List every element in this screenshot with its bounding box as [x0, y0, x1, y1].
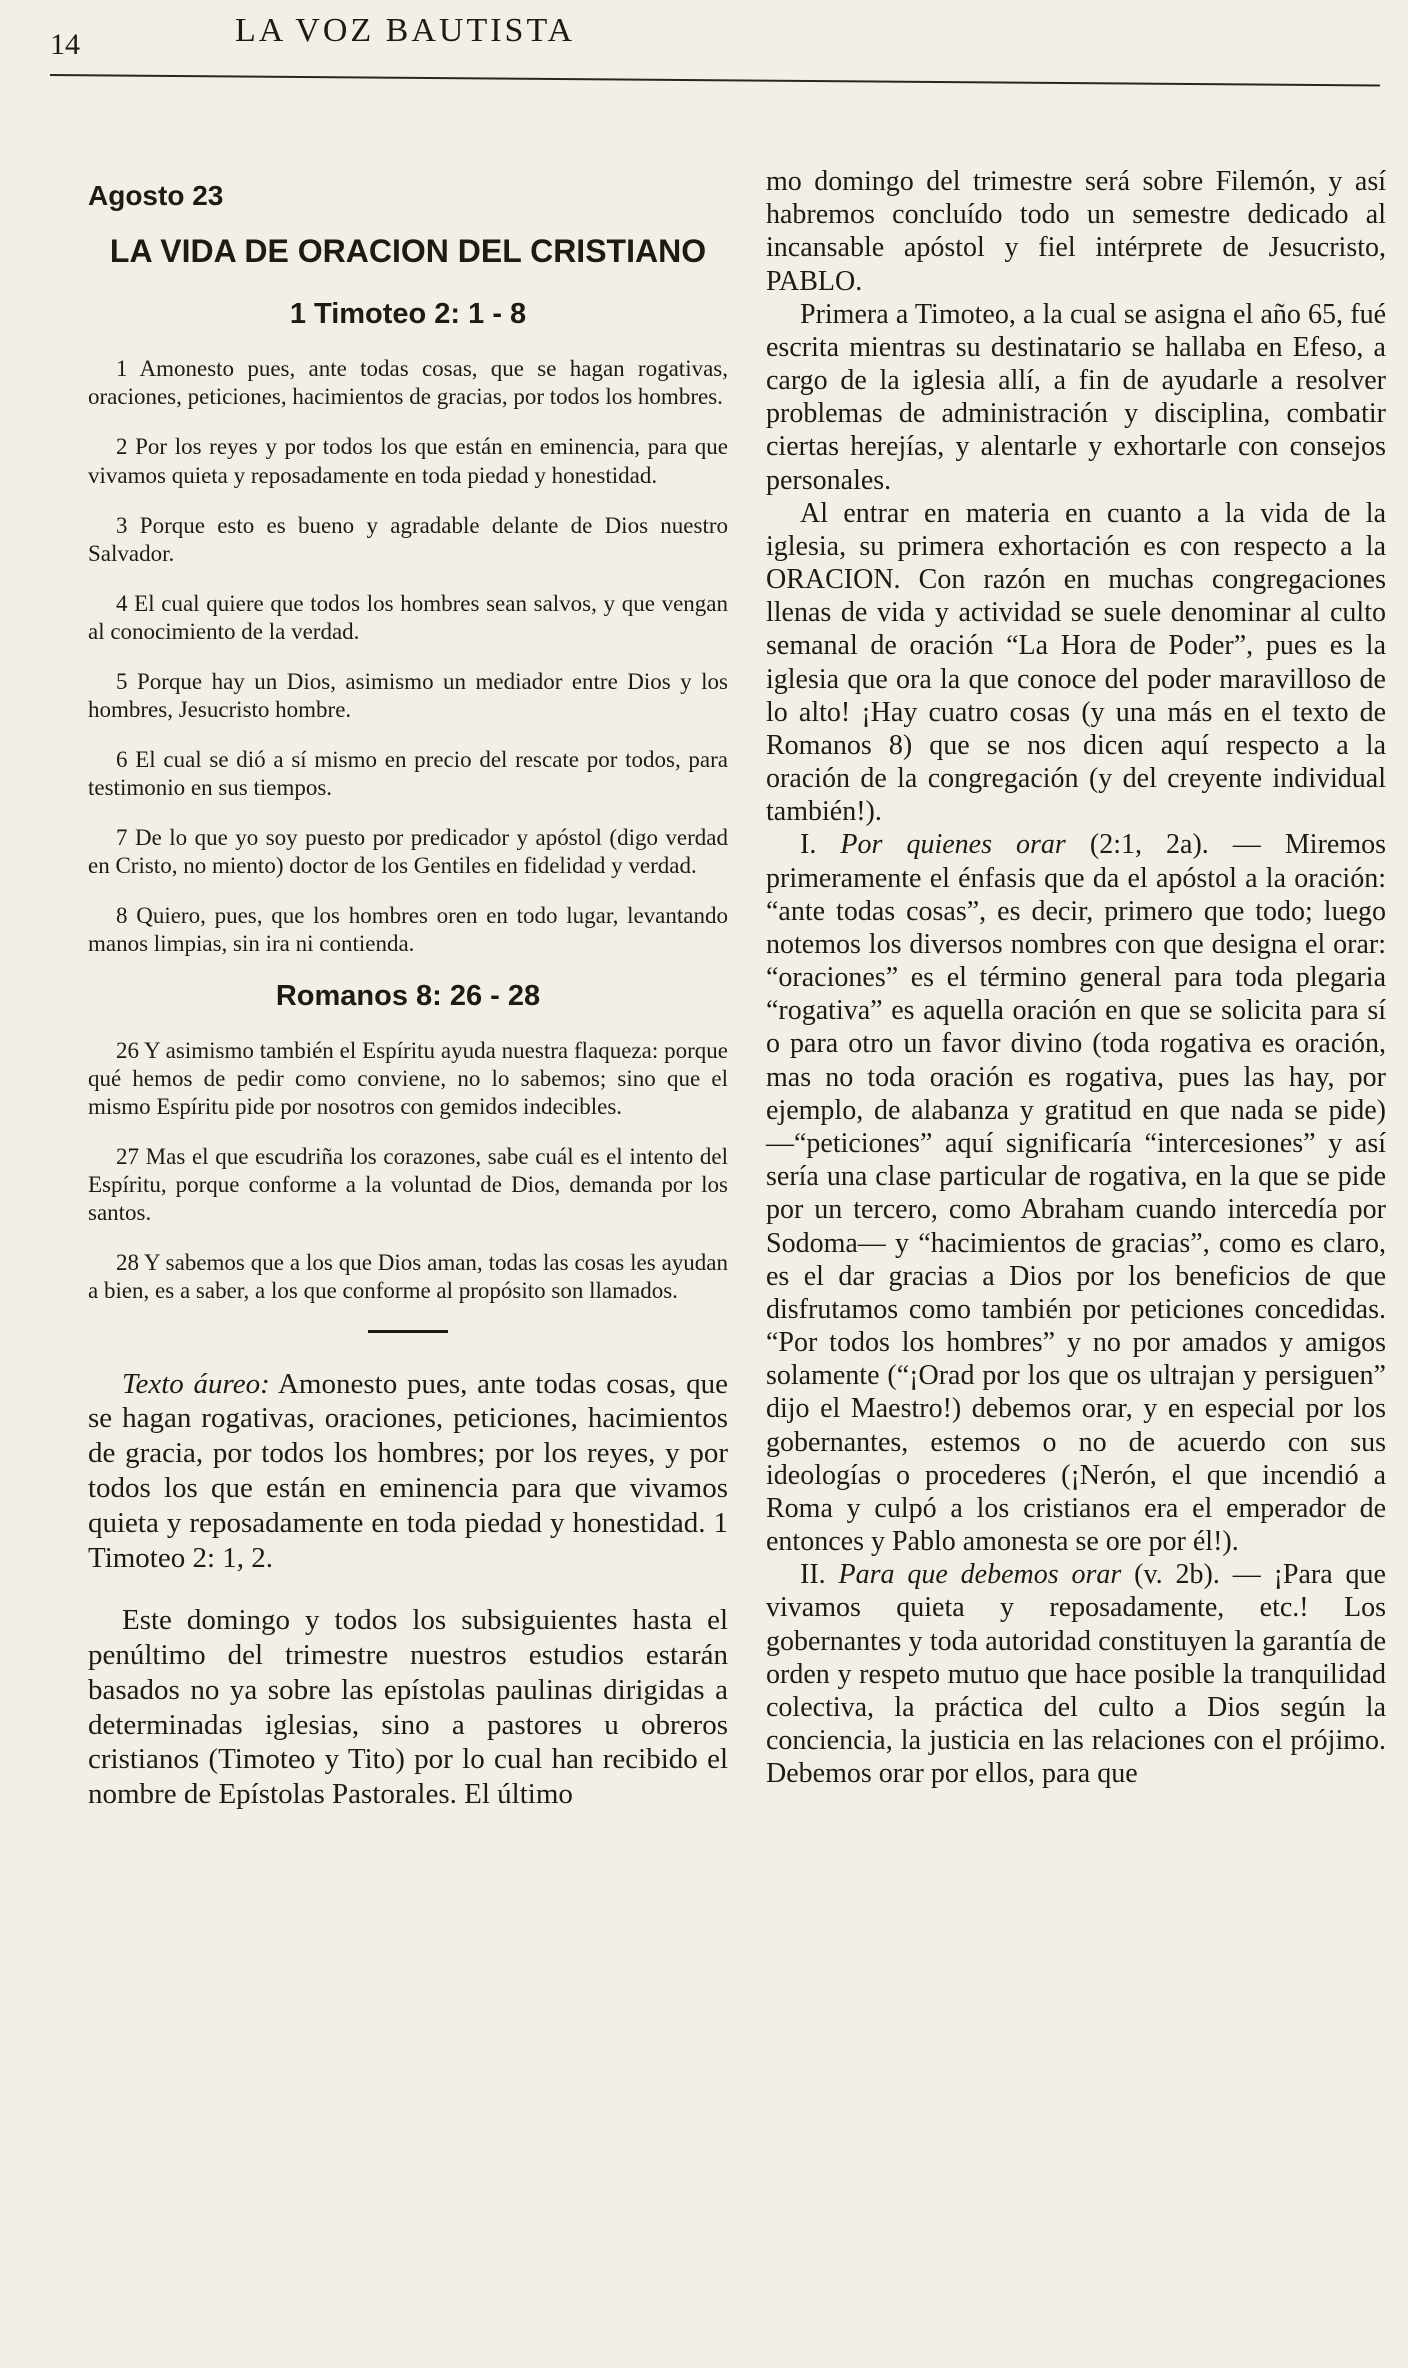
- golden-text: [88, 1367, 728, 1576]
- section-divider: [368, 1330, 448, 1333]
- left-column: [88, 150, 728, 1840]
- golden-text-body: Amonesto pues, ante todas cosas, que se hagan rogativas, oraciones, peticiones, hacimientos de gracia, por todos los hombres; por los reyes, y por todos los que están en eminencia para que vivamos quieta y reposadamente en toda piedad y honestidad. 1 Timoteo 2: 1, 2.: [88, 1367, 728, 1574]
- header-rule: [50, 74, 1380, 86]
- intro-paragraph: Este domingo y todos los subsiguientes hasta el penúltimo del trimestre nuestros estudios estarán basados no ya sobre las epístolas paulinas dirigidas a determinadas iglesias, sino a pastores u obreros cristianos (Timoteo y Tito) por lo cual han recibido el nombre de Epístolas Pastorales. El último: [88, 1604, 728, 1811]
- section-body: (v. 2b). — ¡Para que vivamos quieta y reposadamente, etc.! Los gobernantes y toda autoridad constituyen la garantía de orden y respeto mutuo que hace posible la tranquilidad colectiva, la práctica del culto a Dios según la conciencia, la justicia en las relaciones con el prójimo. Debemos orar por ellos, para que: [766, 1559, 1386, 1790]
- page-header: [0, 0, 1408, 110]
- verse: 8 Quiero, pues, que los hombres oren en todo lugar, levantando manos limpias, sin ira ni contienda.: [88, 903, 728, 957]
- lesson-title: LA VIDA DE ORACION DEL CRISTIANO: [109, 233, 707, 269]
- paragraph: Al entrar en materia en cuanto a la vida de la iglesia, su primera exhortación es con respecto a la ORACION. Con razón en muchas congregaciones llenas de vida y actividad se suele denominar al culto semanal de oración “La Hora de Poder”, pues es la iglesia que ora la que conoce del poder maravilloso de lo alto! ¡Hay cuatro cosas (y una más en el texto de Romanos 8) que se nos dicen aquí respecto a la oración de la congregación (y del creyente individual también!).: [766, 497, 1386, 828]
- verse: 6 El cual se dió a sí mismo en precio del rescate por todos, para testimonio en sus tiempos.: [88, 746, 728, 800]
- verse: 26 Y asimismo también el Espíritu ayuda nuestra flaqueza: porque qué hemos de pedir como conviene, no lo sabemos; sino que el mismo Espíritu pide por nosotros con gemidos indecibles.: [88, 1038, 728, 1120]
- paragraph: mo domingo del trimestre será sobre Filemón, y así habremos concluído todo un semestre dedicado al incansable apóstol y fiel intérprete de Jesucristo, PABLO.: [766, 166, 1386, 297]
- section-heading: Por quienes orar: [840, 829, 1066, 861]
- page-number: 14: [50, 28, 80, 61]
- section-paragraph: [766, 828, 1386, 1558]
- verse: 7 De lo que yo soy puesto por predicador y apóstol (digo verdad en Cristo, no miento) doctor de los Gentiles en fidelidad y verdad.: [88, 824, 728, 878]
- verse: 27 Mas el que escudriña los corazones, sabe cuál es el intento del Espíritu, porque conforme a la voluntad de Dios, demanda por los santos.: [88, 1144, 728, 1226]
- verse: 4 El cual quiere que todos los hombres sean salvos, y que vengan al conocimiento de la verdad.: [88, 590, 728, 644]
- paragraph: Primera a Timoteo, a la cual se asigna el año 65, fué escrita mientras su destinatario se hallaba en Efeso, a cargo de la iglesia allí, a fin de ayudarle a resolver problemas de administración y disciplina, combatir ciertas herejías, y alentarle y exhortarle con consejos personales.: [766, 298, 1386, 496]
- verse: 3 Porque esto es bueno y agradable delante de Dios nuestro Salvador.: [88, 512, 728, 566]
- verse: 1 Amonesto pues, ante todas cosas, que se hagan rogativas, oraciones, peticiones, hacimientos de gracias, por todos los hombres.: [88, 356, 728, 410]
- section-numeral: II.: [800, 1559, 839, 1591]
- section-heading: Para que debemos orar: [838, 1559, 1122, 1591]
- verse: 2 Por los reyes y por todos los que están en eminencia, para que vivamos quieta y reposadamente en toda piedad y honestidad.: [88, 434, 728, 488]
- verse: 5 Porque hay un Dios, asimismo un mediador entre Dios y los hombres, Jesucristo hombre.: [88, 668, 728, 722]
- scripture-reference: Romanos 8: 26 - 28: [275, 980, 541, 1013]
- right-column: [766, 165, 1386, 1790]
- golden-text-label: Texto áureo:: [122, 1367, 270, 1400]
- lesson-date: Agosto 23: [88, 180, 224, 211]
- verse: 28 Y sabemos que a los que Dios aman, todas las cosas les ayudan a bien, es a saber, a los que conforme al propósito son llamados.: [88, 1250, 728, 1304]
- section-body: (2:1, 2a). — Miremos primeramente el énfasis que da el apóstol a la oración: “ante todas cosas”, es decir, primero que todo; luego notemos los diversos nombres con que designa el orar: “oraciones” es el término general para toda plegaria “rogativa” es aquella oración en que se solicita para sí o para otro un favor divino (toda rogativa es oración, mas no toda oración es rogativa, pues las hay, por ejemplo, de alabanza y gratitud en que nada se pide) —“peticiones” aquí significaría “intercesiones” y así sería una clase particular de rogativa, en la que se pide por un tercero, como Abraham cuando intercedía por Sodoma— y “hacimientos de gracias”, como es claro, es el dar gracias a Dios por los beneficios de que disfrutamos como también por peticiones concedidas. “Por todos los hombres” y no por amados y amigos solamente (“¡Orad por los que os ultrajan y persiguen” dijo el Maestro!) debemos orar, y en especial por los gobernantes, estemos o no de acuerdo con sus ideologías o procederes (¡Nerón, el que incendió a Roma y culpó a los cristianos era el emperador de entonces y Pablo amonesta se ore por él!).: [766, 829, 1387, 1558]
- section-numeral: I.: [800, 829, 841, 861]
- scripture-reference: 1 Timoteo 2: 1 - 8: [289, 298, 527, 331]
- magazine-title: LA VOZ BAUTISTA: [234, 12, 576, 49]
- section-paragraph: [766, 1558, 1386, 1790]
